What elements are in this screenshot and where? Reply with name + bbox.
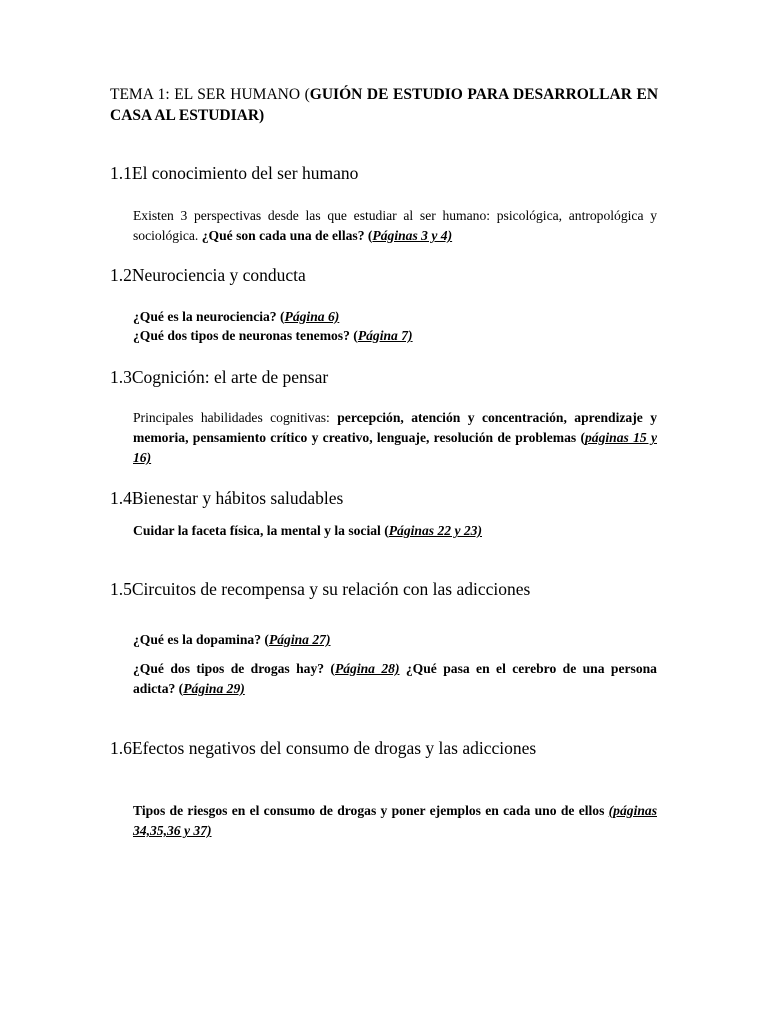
page-ref: páginas 15 y 16) xyxy=(133,430,657,465)
section-1-5-question-1 xyxy=(133,630,657,650)
document-title xyxy=(110,84,658,126)
section-1-6-text: Tipos de riesgos en el consumo de drogas y poner ejemplos en cada uno de ellos xyxy=(133,803,609,818)
section-1-2-question-2 xyxy=(133,326,657,346)
page-ref: Página 7) xyxy=(357,328,413,343)
title-bold: GUIÓN DE ESTUDIO PARA DESARROLLAR EN CASA AL ESTUDIAR) xyxy=(110,86,659,124)
section-1-4-text: Cuidar la faceta física, la mental y la social ( xyxy=(133,523,389,538)
section-1-1-question: ¿Qué son cada una de ellas? ( xyxy=(201,228,373,243)
section-heading-1-4: 1.4Bienestar y hábitos saludables xyxy=(110,488,344,508)
section-1-3-text: Principales habilidades cognitivas: xyxy=(133,410,338,425)
section-heading-1-6: 1.6Efectos negativos del consumo de drogas y las adicciones xyxy=(110,738,537,758)
section-1-5-question-2 xyxy=(133,659,657,699)
section-1-1-paragraph xyxy=(133,206,657,246)
page-ref: Páginas 22 y 23) xyxy=(388,523,482,538)
section-heading-1-1: 1.1El conocimiento del ser humano xyxy=(110,163,359,183)
page-ref: Página 6) xyxy=(284,309,340,324)
section-1-4-paragraph xyxy=(133,521,657,541)
section-heading-1-2: 1.2Neurociencia y conducta xyxy=(110,265,306,285)
question-text: ¿Qué pasa en el cerebro de una persona adicta? ( xyxy=(133,661,657,696)
section-1-3-paragraph xyxy=(133,408,657,468)
page-ref: Página 29) xyxy=(183,681,245,696)
question-text: ¿Qué es la neurociencia? ( xyxy=(133,309,285,324)
section-heading-1-3: 1.3Cognición: el arte de pensar xyxy=(110,367,329,387)
section-1-1-page-ref: Páginas 3 y 4) xyxy=(372,228,453,243)
section-heading-1-5: 1.5Circuitos de recompensa y su relación con las adicciones xyxy=(110,579,531,599)
question-text: ¿Qué dos tipos de drogas hay? ( xyxy=(133,661,335,676)
section-1-6-paragraph xyxy=(133,801,657,841)
section-1-2-question-1 xyxy=(133,307,657,327)
page-ref: Página 27) xyxy=(268,632,331,647)
section-1-1-text: Existen 3 perspectivas desde las que estudiar al ser humano: psicológica, antropológica y sociológica. xyxy=(133,208,657,243)
page-ref: (páginas 34,35,36 y 37) xyxy=(133,803,657,838)
question-text: ¿Qué dos tipos de neuronas tenemos? ( xyxy=(133,328,358,343)
page-ref: Página 28) xyxy=(334,661,400,676)
question-text: ¿Qué es la dopamina? ( xyxy=(133,632,269,647)
section-1-3-skills: percepción, atención y concentración, aprendizaje y memoria, pensamiento crítico y creativo, lenguaje, resolución de problemas ( xyxy=(133,410,657,445)
title-normal: TEMA 1: EL SER HUMANO ( xyxy=(110,86,310,103)
